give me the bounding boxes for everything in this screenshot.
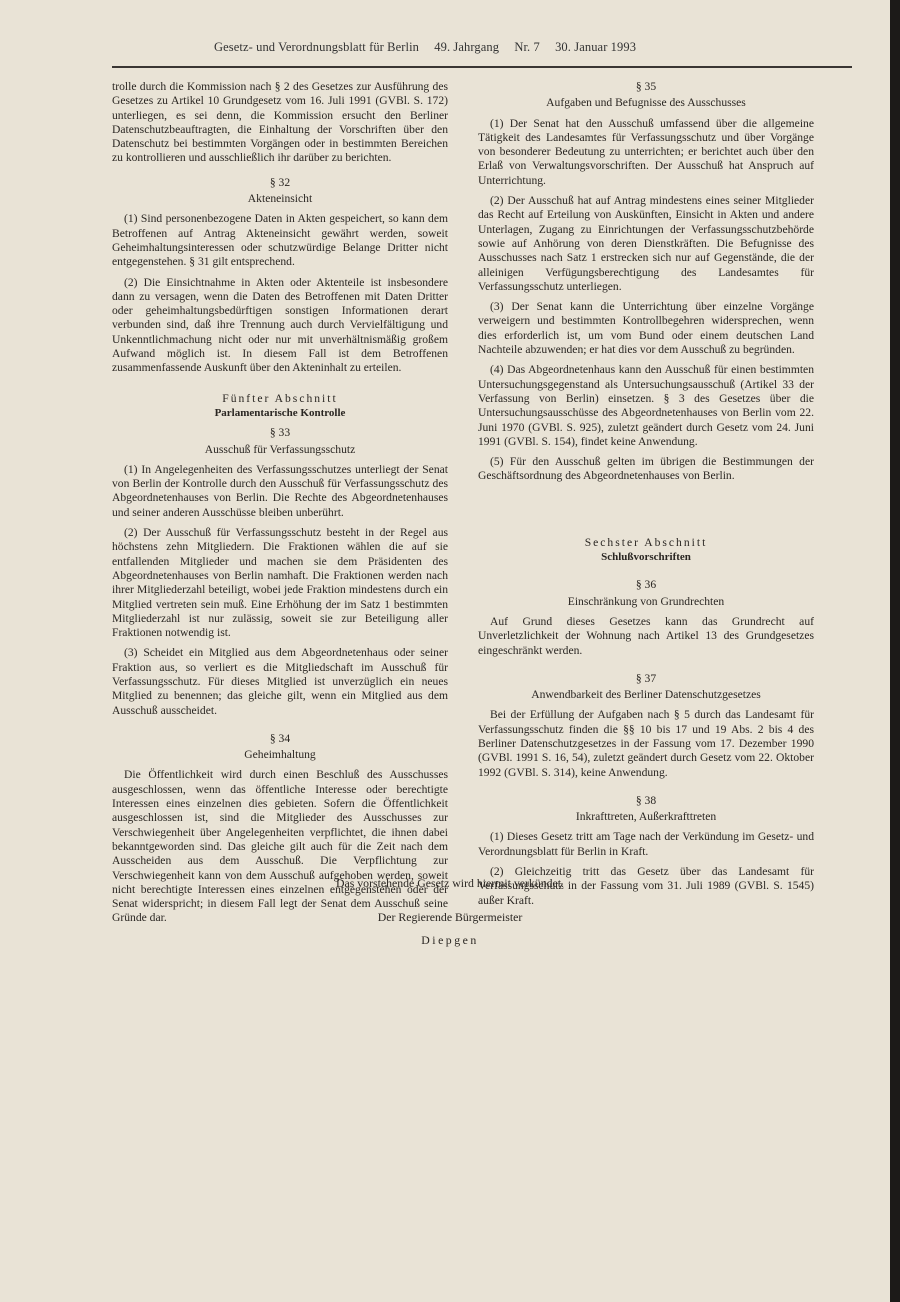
chapter-title: Parlamentarische Kontrolle	[214, 406, 346, 419]
issue-date: 30. Januar 1993	[555, 40, 637, 54]
section-number: § 35	[635, 80, 657, 93]
section-title: Anwendbarkeit des Berliner Datenschutzgesetzes	[531, 688, 761, 702]
paragraph: (2) Der Ausschuß hat auf Antrag mindestens eines seiner Mitglieder das Recht auf Erteilung von Auskünften, Einsicht in Akten und andere Unterlagen, Zugang zu Einrichtungen der Verfassungsschutzbehörde sowie auf Anhörung von deren Dienstkräften. Die Befugnisse des Ausschusses nach Satz 1 erstrecken sich nur auf Gegenstände, die der alleinigen Verfügungsberechtigung des Landesamtes für Verfassungsschutz unterliegen.	[478, 194, 814, 293]
section-number: § 37	[635, 671, 657, 685]
section-number: § 36	[635, 578, 657, 592]
paragraph: (1) Der Senat hat den Ausschuß umfassend über die allgemeine Tätigkeit des Landesamtes für Verfassungsschutz und über Vorgänge von besonderer Bedeutung zu unterrichten; er berichtet auch über den Erlaß von Verwaltungsvorschriften. Der Ausschuß hat Anspruch auf Unterrichtung.	[478, 116, 814, 187]
paragraph: (2) Der Ausschuß für Verfassungsschutz besteht in der Regel aus höchstens zehn Mitgliedern. Die Fraktionen wählen die auf sie entfallenden Mitglieder und machen sie dem Präsidenten des Abgeordnetenhauses von Berlin namhaft. Die Fraktionen werden nach ihrer Mitgliederzahl beteiligt, wobei jede Fraktion mindestens durch ein Mitglied vertreten sein muß. Eine Erhöhung der im Satz 1 bestimmten Mitgliederzahl ist nur zulässig, soweit sie zur Beteiligung aller Fraktionen notwendig ist.	[112, 526, 448, 640]
header-rule	[112, 66, 852, 68]
promulgation-text: Das vorstehende Gesetz wird hiermit verkündet.	[335, 876, 564, 890]
section-number: § 32	[269, 175, 291, 189]
volume: 49. Jahrgang	[434, 40, 500, 54]
paragraph: (1) Dieses Gesetz tritt am Tage nach der Verkündung im Gesetz- und Verordnungsblatt für Berlin in Kraft.	[478, 830, 814, 858]
paragraph: (3) Der Senat kann die Unterrichtung über einzelne Vorgänge verweigern und bestimmten Kontrollbegehren widersprechen, wenn dies erforderlich ist, um vom Bund oder einem deutschen Land Nachteile abzuwenden; er hat dies vor dem Ausschuß zu begründen.	[478, 300, 814, 357]
paragraph: (5) Für den Ausschuß gelten im übrigen die Bestimmungen der Geschäftsordnung des Abgeordnetenhauses von Berlin.	[478, 455, 814, 483]
signatory-office: Der Regierende Bürgermeister	[377, 910, 523, 924]
paragraph: (1) Sind personenbezogene Daten in Akten gespeichert, so kann dem Betroffenen auf Antrag Akteneinsicht gewährt werden, soweit Geheimhaltungsinteressen oder schutzwürdige Belange Dritter nicht entgegenstehen. § 31 gilt entsprechend.	[112, 212, 448, 269]
left-column	[112, 80, 448, 932]
paragraph: (1) In Angelegenheiten des Verfassungsschutzes unterliegt der Senat von Berlin der Kontrolle durch den Ausschuß für Verfassungsschutz des Abgeordnetenhauses von Berlin. Die Rechte des Abgeordnetenhauses und seiner anderen Ausschüsse bleiben unberührt.	[112, 462, 448, 519]
paragraph: Die Öffentlichkeit wird durch einen Beschluß des Ausschusses ausgeschlossen, wenn das öffentliche Interesse oder berechtigte Interessen eines einzelnen dies gebieten. Sofern die Öffentlichkeit ausgeschlossen ist, sind die Mitglieder des Ausschusses zur Verschwiegenheit über Angelegenheiten verpflichtet, die ihnen dabei bekanntgeworden sind. Das gleiche gilt auch für die Zeit nach dem Ausscheiden aus dem Ausschuß. Die Verpflichtung zur Verschwiegenheit kann von dem Ausschuß aufgehoben werden, soweit nicht berechtigte Interessen eines einzelnen entgegenstehen oder der Senat widerspricht; in diesem Fall legt der Senat dem Ausschuß seine Gründe dar.	[112, 768, 448, 925]
section-title: Einschränkung von Grundrechten	[567, 594, 725, 608]
paragraph: (3) Scheidet ein Mitglied aus dem Abgeordnetenhaus oder seiner Fraktion aus, so verliert es die Mitgliedschaft im Ausschuß für Verfassungsschutz. Für dieses Mitglied ist unverzüglich ein neues Mitglied zu benennen; das gleiche gilt, wenn ein Mitglied aus dem Ausschuß ausscheidet.	[112, 646, 448, 717]
signatory-name: Diepgen	[421, 933, 479, 947]
section-title: Aufgaben und Befugnisse des Ausschusses	[546, 96, 746, 110]
paragraph: Auf Grund dieses Gesetzes kann das Grundrecht auf Unverletzlichkeit der Wohnung nach Artikel 13 des Grundgesetzes eingeschränkt werden.	[478, 614, 814, 657]
paragraph: (2) Gleichzeitig tritt das Gesetz über das Landesamt für Verfassungsschutz in der Fassung vom 31. Juli 1989 (GVBl. S. 1545) außer Kraft.	[478, 865, 814, 907]
section-title: Geheimhaltung	[244, 748, 316, 762]
section-number: § 38	[635, 793, 657, 807]
intro-paragraph: trolle durch die Kommission nach § 2 des Gesetzes zur Ausführung des Gesetzes zu Artikel 10 Grundgesetz vom 16. Juli 1991 (GVBl. S. 172) unterliegen, es sei denn, die Kommission ersucht den Berliner Datenschutzbeauftragten, die Einhaltung der Vorschriften über den Datenschutz bei bestimmten Vorgängen oder in bestimmten Bereichen zu kontrollieren und ausschließlich ihr darüber zu berichten.	[112, 80, 448, 165]
section-title: Akteneinsicht	[247, 192, 313, 206]
section-number: § 33	[269, 426, 291, 440]
section-title: Ausschuß für Verfassungsschutz	[204, 442, 356, 456]
paragraph: (2) Die Einsichtnahme in Akten oder Aktenteile ist insbesondere dann zu versagen, wenn die Daten des Betroffenen mit Daten Dritter oder geheimhaltungsbedürftigen sonstigen Informationen derart verbunden sind, daß ihre Trennung auch durch Vervielfältigung und Unkenntlichmachung nicht oder nur mit unverhältnismäßig großem Aufwand möglich ist. In diesem Fall ist dem Betroffenen zusammenfassende Auskunft über den Akteninhalt zu erteilen.	[112, 275, 448, 375]
scan-edge	[890, 0, 900, 1302]
paragraph: (4) Das Abgeordnetenhaus kann den Ausschuß für einen bestimmten Untersuchungsgegenstand als Untersuchungsausschuß (Artikel 33 der Verfassung von Berlin) einsetzen. § 3 des Gesetzes über die Untersuchungsausschüsse des Abgeordnetenhauses von Berlin vom 22. Juni 1970 (GVBl. S. 925), zuletzt geändert durch Gesetz vom 24. Juni 1991 (GVBl. S. 154), findet keine Anwendung.	[478, 363, 814, 448]
section-number: § 34	[269, 731, 291, 745]
page-header	[214, 40, 648, 55]
section-title: Inkrafttreten, Außerkrafttreten	[575, 810, 717, 824]
chapter-title: Schlußvorschriften	[601, 551, 691, 564]
chapter-label: Sechster Abschnitt	[584, 535, 708, 549]
publication-title: Gesetz- und Verordnungsblatt für Berlin	[214, 40, 420, 54]
issue-number: Nr. 7	[514, 40, 540, 54]
paragraph: Bei der Erfüllung der Aufgaben nach § 5 durch das Landesamt für Verfassungsschutz finden die §§ 10 bis 17 und 19 Abs. 2 bis 4 des Berliner Datenschutzgesetzes in der Fassung vom 17. Dezember 1990 (GVBl. 1991 S. 16, 54), zuletzt geändert durch Gesetz vom 22. Oktober 1992 (GVBl. S. 314), keine Anwendung.	[478, 708, 814, 779]
chapter-label: Fünfter Abschnitt	[222, 391, 338, 405]
right-column	[478, 80, 814, 914]
